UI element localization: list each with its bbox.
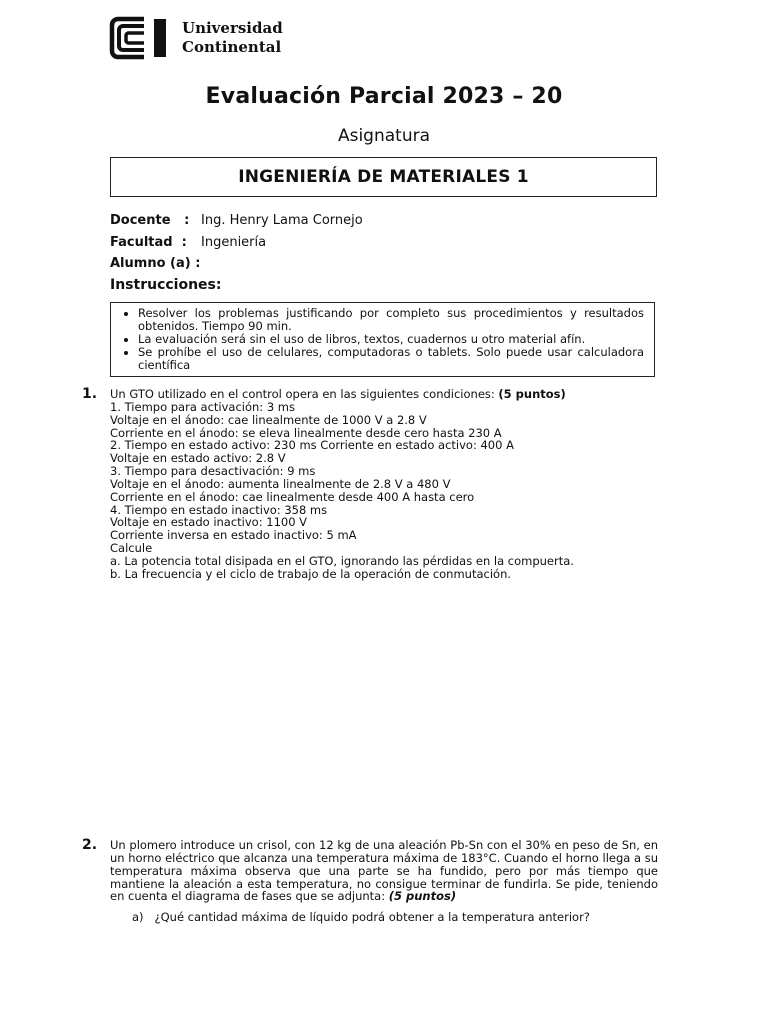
question-1-intro [110,388,658,401]
subject-box [110,157,657,197]
facultad-value: Ingeniería [201,235,267,250]
question-2-text: Un plomero introduce un crisol, con 12 kg de una aleación Pb-Sn con el 30% en peso de Sn, en un horno eléctrico que alcanza una temperatura máxima de 183°C. Cuando el horno llega a su temperatura máxima observa que una parte se ha fundido, pero por más tiempo que mantiene la aleación a esta temperatura, no consigue terminar de fundirla. Se pide, teniendo en cuenta el diagrama de fases que se adjunta: [110,838,658,904]
question-1-line: Voltaje en el ánodo: cae linealmente de 1000 V a 2.8 V [110,412,427,427]
question-1-points: (5 puntos) [498,387,566,401]
docente-row [110,213,363,228]
question-1-line: 3. Tiempo para desactivación: 9 ms [110,464,316,479]
logo-line-1: Universidad [182,19,283,37]
alumno-row [110,256,201,271]
question-2-body [110,839,658,903]
instructions-box [110,302,655,377]
docente-value: Ing. Henry Lama Cornejo [201,213,363,228]
question-1-line: Voltaje en estado inactivo: 1100 V [110,515,308,530]
logo-wordmark [182,19,283,57]
question-1-line: 2. Tiempo en estado activo: 230 ms Corriente en estado activo: 400 A [110,438,514,453]
question-2-points: (5 puntos) [388,889,457,904]
question-1-line: a. La potencia total disipada en el GTO, ignorando las pérdidas en la compuerta. [110,553,574,568]
question-2-subitem-a: a) ¿Qué cantidad máxima de líquido podrá obtener a la temperatura anterior? [132,910,590,924]
question-1-line: b. La frecuencia y el ciclo de trabajo de la operación de conmutación. [110,566,512,581]
instructions-list [119,307,644,372]
question-1-line: Voltaje en el ánodo: aumenta linealmente de 2.8 V a 480 V [110,476,451,491]
question-1-line: 1. Tiempo para activación: 3 ms [110,399,296,414]
question-1-line: Corriente en el ánodo: cae linealmente desde 400 A hasta cero [110,489,475,504]
question-2-number: 2. [82,837,98,853]
question-1-line: Voltaje en estado activo: 2.8 V [110,451,286,466]
question-1-number: 1. [82,386,98,402]
subject-label: Asignatura [337,126,431,146]
facultad-row [110,235,266,250]
question-1-line: Corriente inversa en estado inactivo: 5 mA [110,528,357,543]
docente-key: Docente : [110,213,190,228]
alumno-key: Alumno (a) : [110,256,201,271]
question-1-line: Corriente en el ánodo: se eleva linealmente desde cero hasta 230 A [110,425,502,440]
logo-line-2: Continental [182,38,282,56]
instruction-item: • Se prohíbe el uso de celulares, computadoras o tablets. Solo puede usar calculadora científica [138,346,644,372]
page-title: Evaluación Parcial 2023 – 20 [205,84,563,109]
question-1-line: Calcule [110,541,153,556]
question-1-body [110,388,658,581]
question-1-line: 4. Tiempo en estado inactivo: 358 ms [110,502,328,517]
instructions-title: Instrucciones: [110,277,222,293]
instruction-item: • Resolver los problemas justificando por completo sus procedimientos y resultados obtenidos. Tiempo 90 min. [138,307,644,333]
instruction-item: • La evaluación será sin el uso de libros, textos, cuadernos u otro material afín. [138,333,644,346]
facultad-key: Facultad : [110,235,187,250]
subject-name: INGENIERÍA DE MATERIALES 1 [238,167,529,187]
question-1-intro-text: Un GTO utilizado en el control opera en las siguientes condiciones: [110,387,499,401]
